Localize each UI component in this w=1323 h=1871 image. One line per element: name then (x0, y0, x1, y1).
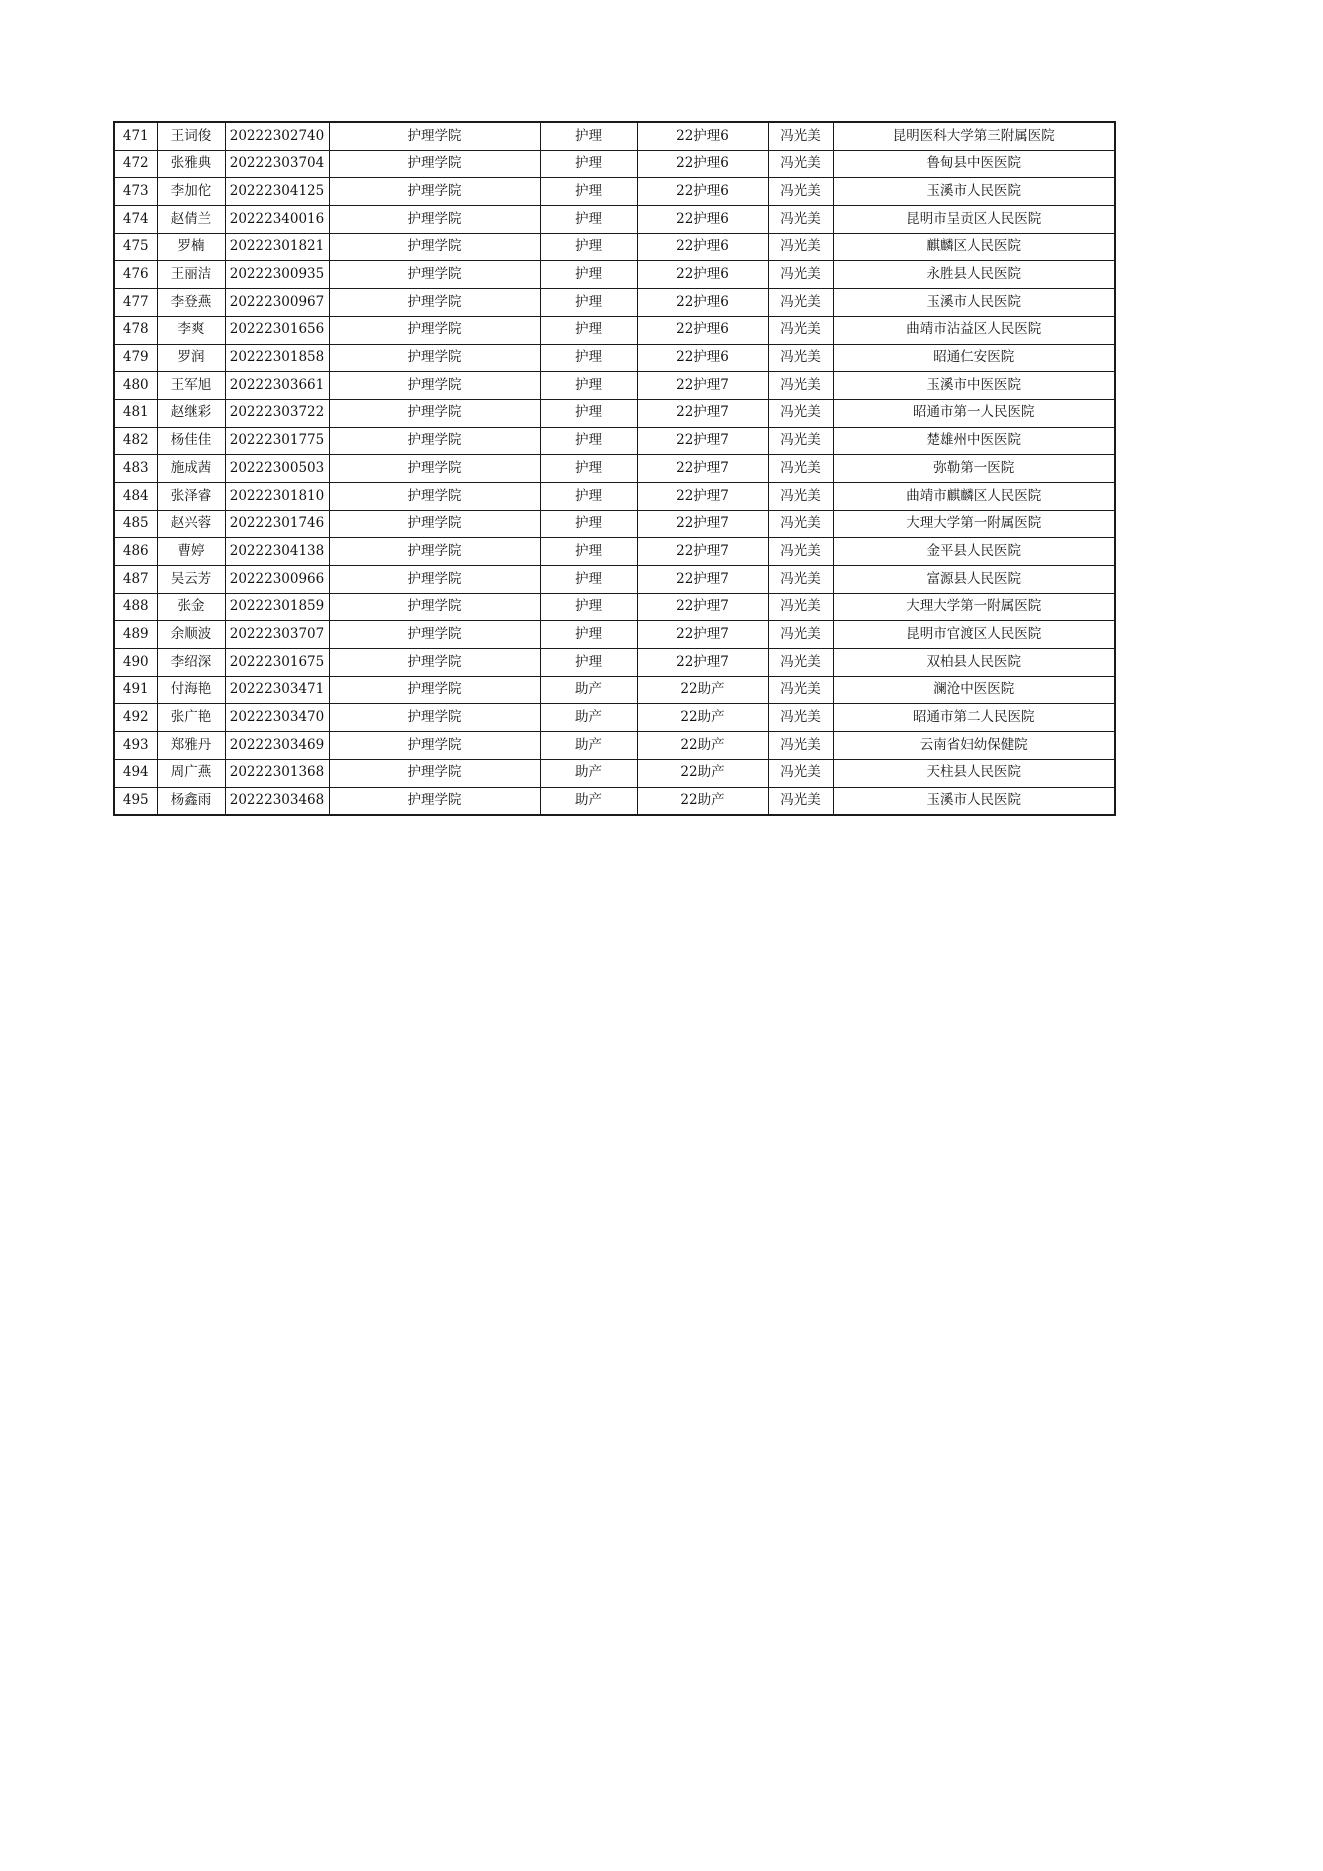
advisor-cell: 冯光美 (768, 150, 833, 178)
table-row (114, 455, 1115, 483)
class-cell: 22护理7 (637, 482, 768, 510)
row-number-cell: 477 (114, 289, 157, 317)
student-id-cell: 20222303661 (225, 372, 329, 400)
row-number-cell: 493 (114, 732, 157, 760)
student-name-cell: 李爽 (157, 316, 225, 344)
row-number-cell: 490 (114, 649, 157, 677)
table-row (114, 233, 1115, 261)
student-name-cell: 李绍深 (157, 649, 225, 677)
student-id-cell: 20222340016 (225, 206, 329, 234)
major-cell: 助产 (540, 704, 637, 732)
college-cell: 护理学院 (329, 538, 540, 566)
class-cell: 22护理7 (637, 566, 768, 594)
row-number-cell: 484 (114, 482, 157, 510)
major-cell: 护理 (540, 150, 637, 178)
college-cell: 护理学院 (329, 510, 540, 538)
major-cell: 护理 (540, 122, 637, 150)
row-number-cell: 479 (114, 344, 157, 372)
class-cell: 22助产 (637, 759, 768, 787)
advisor-cell: 冯光美 (768, 289, 833, 317)
table-row (114, 150, 1115, 178)
row-number-cell: 473 (114, 178, 157, 206)
table-row (114, 289, 1115, 317)
college-cell: 护理学院 (329, 261, 540, 289)
major-cell: 护理 (540, 344, 637, 372)
student-id-cell: 20222303722 (225, 399, 329, 427)
advisor-cell: 冯光美 (768, 704, 833, 732)
student-name-cell: 王词俊 (157, 122, 225, 150)
table-row (114, 482, 1115, 510)
advisor-cell: 冯光美 (768, 482, 833, 510)
student-id-cell: 20222302740 (225, 122, 329, 150)
major-cell: 护理 (540, 261, 637, 289)
row-number-cell: 485 (114, 510, 157, 538)
hospital-cell: 云南省妇幼保健院 (833, 732, 1115, 760)
table-row (114, 510, 1115, 538)
student-id-cell: 20222300966 (225, 566, 329, 594)
table-row (114, 399, 1115, 427)
hospital-cell: 玉溪市中医医院 (833, 372, 1115, 400)
class-cell: 22护理6 (637, 233, 768, 261)
student-name-cell: 付海艳 (157, 676, 225, 704)
student-name-cell: 罗楠 (157, 233, 225, 261)
college-cell: 护理学院 (329, 122, 540, 150)
advisor-cell: 冯光美 (768, 316, 833, 344)
class-cell: 22护理6 (637, 289, 768, 317)
hospital-cell: 昆明市呈贡区人民医院 (833, 206, 1115, 234)
advisor-cell: 冯光美 (768, 593, 833, 621)
class-cell: 22护理7 (637, 538, 768, 566)
advisor-cell: 冯光美 (768, 344, 833, 372)
major-cell: 护理 (540, 593, 637, 621)
class-cell: 22护理7 (637, 510, 768, 538)
student-name-cell: 赵倩兰 (157, 206, 225, 234)
student-name-cell: 张金 (157, 593, 225, 621)
student-name-cell: 施成茜 (157, 455, 225, 483)
table-row (114, 593, 1115, 621)
student-name-cell: 杨佳佳 (157, 427, 225, 455)
class-cell: 22护理6 (637, 344, 768, 372)
class-cell: 22护理7 (637, 649, 768, 677)
student-id-cell: 20222303469 (225, 732, 329, 760)
student-id-cell: 20222301675 (225, 649, 329, 677)
hospital-cell: 富源县人民医院 (833, 566, 1115, 594)
class-cell: 22护理6 (637, 316, 768, 344)
row-number-cell: 487 (114, 566, 157, 594)
row-number-cell: 494 (114, 759, 157, 787)
student-name-cell: 余顺波 (157, 621, 225, 649)
class-cell: 22助产 (637, 704, 768, 732)
student-id-cell: 20222301858 (225, 344, 329, 372)
student-name-cell: 李加佗 (157, 178, 225, 206)
student-id-cell: 20222300967 (225, 289, 329, 317)
class-cell: 22护理6 (637, 206, 768, 234)
class-cell: 22助产 (637, 732, 768, 760)
college-cell: 护理学院 (329, 427, 540, 455)
table-row (114, 372, 1115, 400)
row-number-cell: 489 (114, 621, 157, 649)
college-cell: 护理学院 (329, 316, 540, 344)
major-cell: 助产 (540, 759, 637, 787)
hospital-cell: 玉溪市人民医院 (833, 289, 1115, 317)
advisor-cell: 冯光美 (768, 649, 833, 677)
student-id-cell: 20222301368 (225, 759, 329, 787)
hospital-cell: 大理大学第一附属医院 (833, 593, 1115, 621)
college-cell: 护理学院 (329, 649, 540, 677)
row-number-cell: 480 (114, 372, 157, 400)
college-cell: 护理学院 (329, 178, 540, 206)
student-name-cell: 李登燕 (157, 289, 225, 317)
major-cell: 护理 (540, 510, 637, 538)
college-cell: 护理学院 (329, 621, 540, 649)
college-cell: 护理学院 (329, 566, 540, 594)
college-cell: 护理学院 (329, 676, 540, 704)
student-name-cell: 张广艳 (157, 704, 225, 732)
advisor-cell: 冯光美 (768, 759, 833, 787)
student-id-cell: 20222303707 (225, 621, 329, 649)
table-row (114, 538, 1115, 566)
student-id-cell: 20222301746 (225, 510, 329, 538)
major-cell: 护理 (540, 399, 637, 427)
major-cell: 护理 (540, 482, 637, 510)
row-number-cell: 481 (114, 399, 157, 427)
table-row (114, 787, 1115, 815)
table-row (114, 566, 1115, 594)
advisor-cell: 冯光美 (768, 566, 833, 594)
class-cell: 22助产 (637, 787, 768, 815)
table-row (114, 344, 1115, 372)
row-number-cell: 488 (114, 593, 157, 621)
advisor-cell: 冯光美 (768, 178, 833, 206)
row-number-cell: 483 (114, 455, 157, 483)
hospital-cell: 永胜县人民医院 (833, 261, 1115, 289)
table-row (114, 676, 1115, 704)
college-cell: 护理学院 (329, 455, 540, 483)
hospital-cell: 金平县人民医院 (833, 538, 1115, 566)
student-id-cell: 20222301859 (225, 593, 329, 621)
table-body (114, 122, 1115, 815)
student-name-cell: 王军旭 (157, 372, 225, 400)
table-row (114, 316, 1115, 344)
major-cell: 护理 (540, 621, 637, 649)
advisor-cell: 冯光美 (768, 261, 833, 289)
advisor-cell: 冯光美 (768, 510, 833, 538)
row-number-cell: 478 (114, 316, 157, 344)
row-number-cell: 472 (114, 150, 157, 178)
class-cell: 22护理7 (637, 427, 768, 455)
advisor-cell: 冯光美 (768, 372, 833, 400)
student-name-cell: 曹婷 (157, 538, 225, 566)
student-placement-table (113, 121, 1116, 816)
major-cell: 护理 (540, 233, 637, 261)
class-cell: 22护理6 (637, 261, 768, 289)
hospital-cell: 玉溪市人民医院 (833, 787, 1115, 815)
row-number-cell: 474 (114, 206, 157, 234)
college-cell: 护理学院 (329, 482, 540, 510)
major-cell: 护理 (540, 427, 637, 455)
major-cell: 助产 (540, 732, 637, 760)
advisor-cell: 冯光美 (768, 732, 833, 760)
table-row (114, 427, 1115, 455)
advisor-cell: 冯光美 (768, 621, 833, 649)
row-number-cell: 495 (114, 787, 157, 815)
hospital-cell: 昆明医科大学第三附属医院 (833, 122, 1115, 150)
student-id-cell: 20222304138 (225, 538, 329, 566)
document-page (113, 121, 1114, 816)
row-number-cell: 491 (114, 676, 157, 704)
major-cell: 护理 (540, 566, 637, 594)
college-cell: 护理学院 (329, 759, 540, 787)
class-cell: 22护理6 (637, 122, 768, 150)
hospital-cell: 澜沧中医医院 (833, 676, 1115, 704)
hospital-cell: 麒麟区人民医院 (833, 233, 1115, 261)
hospital-cell: 双柏县人民医院 (833, 649, 1115, 677)
major-cell: 护理 (540, 206, 637, 234)
student-id-cell: 20222301810 (225, 482, 329, 510)
hospital-cell: 鲁甸县中医医院 (833, 150, 1115, 178)
hospital-cell: 楚雄州中医医院 (833, 427, 1115, 455)
student-name-cell: 杨鑫雨 (157, 787, 225, 815)
major-cell: 护理 (540, 178, 637, 206)
college-cell: 护理学院 (329, 787, 540, 815)
advisor-cell: 冯光美 (768, 122, 833, 150)
student-name-cell: 罗润 (157, 344, 225, 372)
advisor-cell: 冯光美 (768, 427, 833, 455)
college-cell: 护理学院 (329, 732, 540, 760)
hospital-cell: 昭通仁安医院 (833, 344, 1115, 372)
row-number-cell: 486 (114, 538, 157, 566)
college-cell: 护理学院 (329, 372, 540, 400)
advisor-cell: 冯光美 (768, 676, 833, 704)
major-cell: 护理 (540, 316, 637, 344)
advisor-cell: 冯光美 (768, 233, 833, 261)
student-id-cell: 20222304125 (225, 178, 329, 206)
student-id-cell: 20222303704 (225, 150, 329, 178)
table-row (114, 732, 1115, 760)
student-id-cell: 20222303468 (225, 787, 329, 815)
hospital-cell: 曲靖市沾益区人民医院 (833, 316, 1115, 344)
advisor-cell: 冯光美 (768, 455, 833, 483)
table-row (114, 261, 1115, 289)
student-id-cell: 20222301821 (225, 233, 329, 261)
table-row (114, 178, 1115, 206)
table-row (114, 621, 1115, 649)
major-cell: 护理 (540, 455, 637, 483)
row-number-cell: 475 (114, 233, 157, 261)
table-row (114, 206, 1115, 234)
student-name-cell: 吴云芳 (157, 566, 225, 594)
class-cell: 22护理7 (637, 399, 768, 427)
hospital-cell: 大理大学第一附属医院 (833, 510, 1115, 538)
college-cell: 护理学院 (329, 289, 540, 317)
advisor-cell: 冯光美 (768, 538, 833, 566)
student-id-cell: 20222301775 (225, 427, 329, 455)
advisor-cell: 冯光美 (768, 787, 833, 815)
student-id-cell: 20222300935 (225, 261, 329, 289)
row-number-cell: 492 (114, 704, 157, 732)
student-id-cell: 20222303471 (225, 676, 329, 704)
student-id-cell: 20222300503 (225, 455, 329, 483)
student-name-cell: 郑雅丹 (157, 732, 225, 760)
student-id-cell: 20222303470 (225, 704, 329, 732)
class-cell: 22护理7 (637, 455, 768, 483)
college-cell: 护理学院 (329, 399, 540, 427)
class-cell: 22护理6 (637, 150, 768, 178)
college-cell: 护理学院 (329, 593, 540, 621)
table-row (114, 759, 1115, 787)
table-row (114, 649, 1115, 677)
student-name-cell: 张雅典 (157, 150, 225, 178)
major-cell: 护理 (540, 649, 637, 677)
hospital-cell: 昆明市官渡区人民医院 (833, 621, 1115, 649)
hospital-cell: 弥勒第一医院 (833, 455, 1115, 483)
major-cell: 助产 (540, 787, 637, 815)
student-name-cell: 王丽洁 (157, 261, 225, 289)
student-name-cell: 张泽睿 (157, 482, 225, 510)
college-cell: 护理学院 (329, 344, 540, 372)
major-cell: 护理 (540, 372, 637, 400)
row-number-cell: 482 (114, 427, 157, 455)
major-cell: 助产 (540, 676, 637, 704)
college-cell: 护理学院 (329, 150, 540, 178)
advisor-cell: 冯光美 (768, 206, 833, 234)
class-cell: 22护理7 (637, 621, 768, 649)
table-row (114, 122, 1115, 150)
major-cell: 护理 (540, 538, 637, 566)
table-row (114, 704, 1115, 732)
college-cell: 护理学院 (329, 704, 540, 732)
student-name-cell: 周广燕 (157, 759, 225, 787)
class-cell: 22护理7 (637, 593, 768, 621)
college-cell: 护理学院 (329, 206, 540, 234)
student-name-cell: 赵继彩 (157, 399, 225, 427)
class-cell: 22护理6 (637, 178, 768, 206)
hospital-cell: 昭通市第一人民医院 (833, 399, 1115, 427)
student-name-cell: 赵兴蓉 (157, 510, 225, 538)
row-number-cell: 476 (114, 261, 157, 289)
hospital-cell: 天柱县人民医院 (833, 759, 1115, 787)
class-cell: 22助产 (637, 676, 768, 704)
college-cell: 护理学院 (329, 233, 540, 261)
student-id-cell: 20222301656 (225, 316, 329, 344)
major-cell: 护理 (540, 289, 637, 317)
advisor-cell: 冯光美 (768, 399, 833, 427)
class-cell: 22护理7 (637, 372, 768, 400)
hospital-cell: 昭通市第二人民医院 (833, 704, 1115, 732)
row-number-cell: 471 (114, 122, 157, 150)
hospital-cell: 曲靖市麒麟区人民医院 (833, 482, 1115, 510)
hospital-cell: 玉溪市人民医院 (833, 178, 1115, 206)
